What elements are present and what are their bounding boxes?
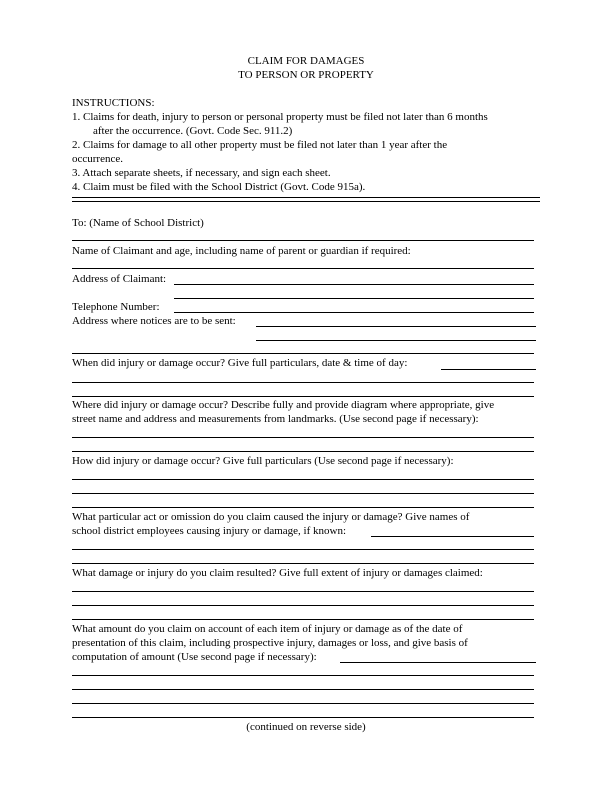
double-rule-top xyxy=(72,197,540,198)
amount-label-3: computation of amount (Use second page if necessary): xyxy=(72,651,317,663)
claimant-name-line[interactable] xyxy=(72,268,534,269)
form-title-line-2: TO PERSON OR PROPERTY xyxy=(238,69,374,81)
claimant-address-line-2[interactable] xyxy=(174,298,534,299)
act-line-3[interactable] xyxy=(72,563,534,564)
where-label-1: Where did injury or damage occur? Describe fully and provide diagram where appropriate, give xyxy=(72,399,495,411)
telephone-line[interactable] xyxy=(174,312,534,313)
amount-line-3[interactable] xyxy=(72,689,534,690)
amount-label-1: What amount do you claim on account of each item of injury or damage as of the date of xyxy=(72,623,463,635)
where-line-2[interactable] xyxy=(72,451,534,452)
result-line-2[interactable] xyxy=(72,605,534,606)
claimant-address-line-1[interactable] xyxy=(174,284,534,285)
claimant-name-label: Name of Claimant and age, including name of parent or guardian if required: xyxy=(72,245,411,257)
amount-line-4[interactable] xyxy=(72,703,534,704)
notices-address-label: Address where notices are to be sent: xyxy=(72,315,236,327)
telephone-label: Telephone Number: xyxy=(72,301,160,313)
act-line-2[interactable] xyxy=(72,549,534,550)
result-line-3[interactable] xyxy=(72,619,534,620)
instruction-1: 1. Claims for death, injury to person or personal property must be filed not later than 6 months xyxy=(72,111,488,123)
instruction-1-cont: after the occurrence. (Govt. Code Sec. 911.2) xyxy=(93,125,293,137)
instruction-3: 3. Attach separate sheets, if necessary, and sign each sheet. xyxy=(72,167,331,179)
instructions-heading: INSTRUCTIONS: xyxy=(72,97,155,109)
notices-address-line-2[interactable] xyxy=(256,340,536,341)
amount-line-2[interactable] xyxy=(72,675,534,676)
continued-note: (continued on reverse side) xyxy=(246,721,366,733)
result-label: What damage or injury do you claim resulted? Give full extent of injury or damages claimed: xyxy=(72,567,483,579)
double-rule-bottom xyxy=(72,201,540,202)
where-line-1[interactable] xyxy=(72,437,534,438)
result-line-1[interactable] xyxy=(72,591,534,592)
act-label-1: What particular act or omission do you claim caused the injury or damage? Give names of xyxy=(72,511,470,523)
where-label-2: street name and address and measurements from landmarks. (Use second page if necessary): xyxy=(72,413,479,425)
to-school-district-label: To: (Name of School District) xyxy=(72,217,204,229)
claimant-address-label: Address of Claimant: xyxy=(72,273,167,285)
how-line-2[interactable] xyxy=(72,493,534,494)
act-line-1[interactable] xyxy=(371,536,534,537)
notices-address-line-3[interactable] xyxy=(72,353,534,354)
instruction-4: 4. Claim must be filed with the School District (Govt. Code 915a). xyxy=(72,181,366,193)
amount-line-5[interactable] xyxy=(72,717,534,718)
amount-line-1[interactable] xyxy=(340,662,536,663)
to-school-district-line[interactable] xyxy=(72,240,534,241)
instruction-2-cont: occurrence. xyxy=(72,153,123,165)
when-line-2[interactable] xyxy=(72,382,534,383)
act-label-2: school district employees causing injury or damage, if known: xyxy=(72,525,347,537)
when-label: When did injury or damage occur? Give full particulars, date & time of day: xyxy=(72,357,408,369)
how-line-1[interactable] xyxy=(72,479,534,480)
form-title-line-1: CLAIM FOR DAMAGES xyxy=(247,55,365,67)
notices-address-line-1[interactable] xyxy=(256,326,536,327)
how-line-3[interactable] xyxy=(72,507,534,508)
when-line-3[interactable] xyxy=(72,396,534,397)
when-line-1[interactable] xyxy=(441,369,536,370)
how-label: How did injury or damage occur? Give full particulars (Use second page if necessary): xyxy=(72,455,454,467)
amount-label-2: presentation of this claim, including prospective injury, damages or loss, and give basis of xyxy=(72,637,468,649)
instruction-2: 2. Claims for damage to all other property must be filed not later than 1 year after the xyxy=(72,139,448,151)
